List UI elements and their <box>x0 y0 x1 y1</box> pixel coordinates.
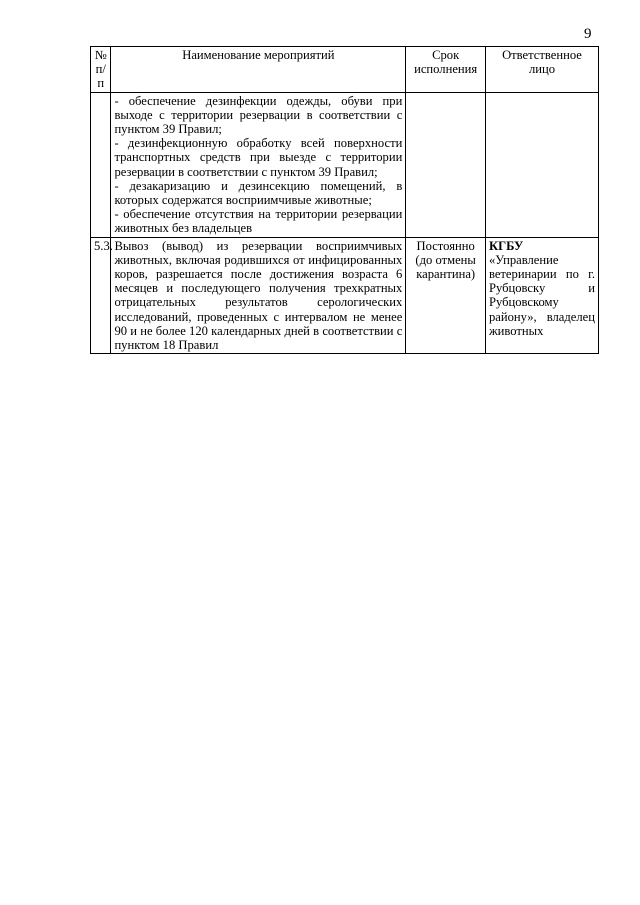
row1-paragraph: - дезинфекционную обработку всей поверхности транспортных средств при выезде с территории резервации в соответствии с пунктом 39 Правил; <box>114 136 403 179</box>
row2-term: Постоянно (до отмены карантина) <box>406 237 486 354</box>
header-num: № п/п <box>91 47 111 93</box>
row1-num <box>91 92 111 237</box>
row1-paragraph: - обеспечение дезинфекции одежды, обуви при выходе с территории резервации в соответствии с пунктом 39 Правил; <box>114 93 403 137</box>
header-term: Срок исполнения <box>406 47 486 93</box>
row1-term <box>406 92 486 237</box>
table-row <box>91 92 599 237</box>
table-header-row <box>91 47 599 93</box>
header-name: Наименование мероприятий <box>111 47 406 93</box>
row1-paragraph: - дезакаризацию и дезинсекцию помещений, в которых содержатся восприимчивые животные; <box>114 178 403 208</box>
measures-table <box>90 46 599 354</box>
row1-name <box>111 92 406 237</box>
row2-num: 5.3. <box>91 237 111 354</box>
row2-responsible-rest: «Управление ветеринарии по г. Рубцовску и Рубцовскому району», владелец животных <box>488 252 595 338</box>
row2-name: Вывоз (вывод) из резервации восприимчивых животных, включая родившихся от инфицированных коров, разрешается после достижения возраста 6 месяцев и последующего получения трехкратных отрицательных результатов серологических исследований, проведенных с интервалом не менее 90 и не более 120 календарных дней в соответствии с пунктом 18 Правил <box>111 237 406 354</box>
table-row <box>91 237 599 354</box>
row1-responsible <box>485 92 598 237</box>
header-responsible: Ответственное лицо <box>485 47 598 93</box>
page-number: 9 <box>584 26 592 42</box>
row2-responsible-org: КГБУ <box>488 238 524 253</box>
row2-responsible <box>485 237 598 354</box>
row1-paragraph: - обеспечение отсутствия на территории резервации животных без владельцев <box>114 207 403 236</box>
